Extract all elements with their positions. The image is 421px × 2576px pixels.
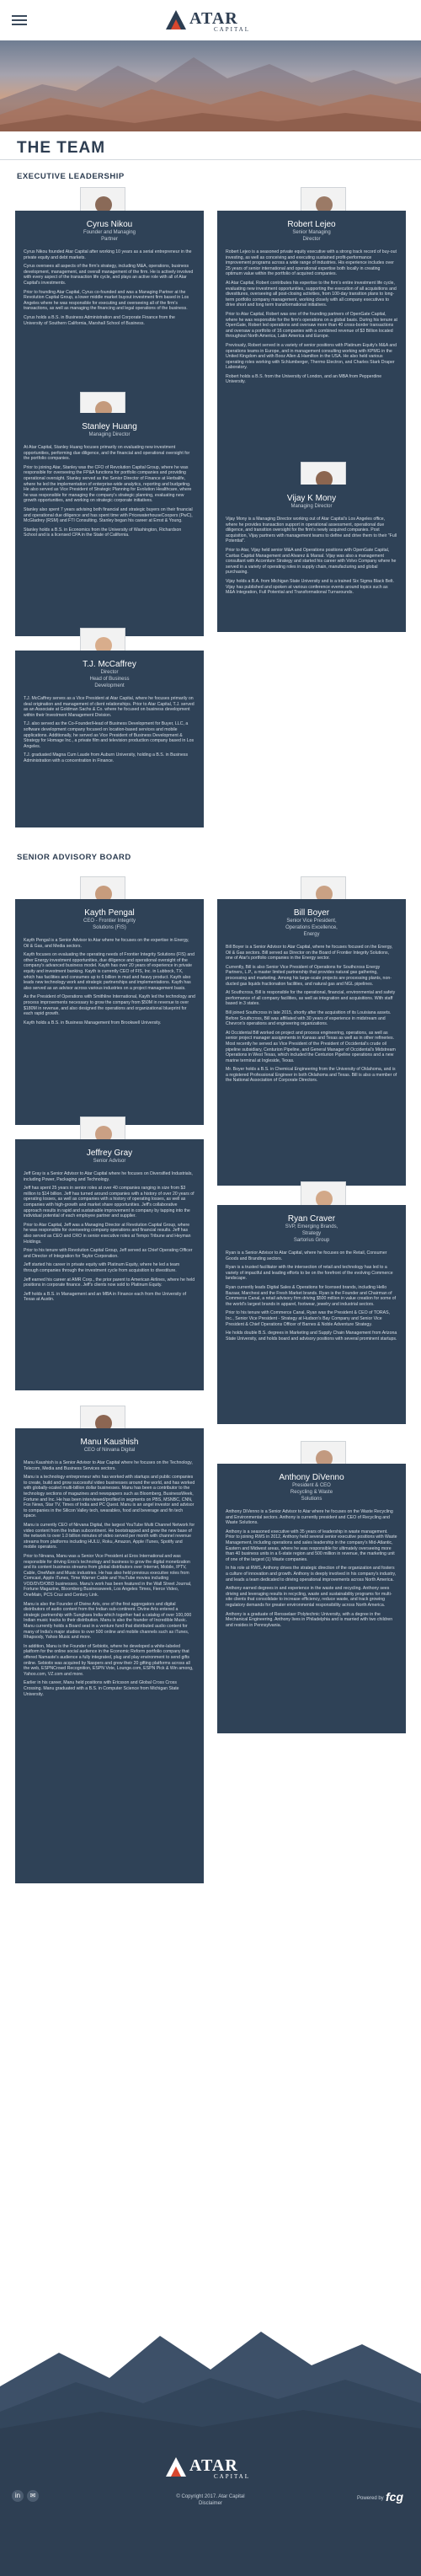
bio-paragraph: Jeff holds a B.S. in Management and an MBA in Finance each from the University of Texas at Austin. xyxy=(24,1291,187,1303)
section-title-executive: EXECUTIVE LEADERSHIP xyxy=(17,172,125,181)
person-role-line: Partner xyxy=(101,237,118,242)
bio-paragraph: In his role at RWS, Anthony drives the strategic direction of the organization and fosters a culture of innovation and growth. Anthony is deeply involved in his company's industry, and leads a team dedicated to driving operational improvements across North America. xyxy=(226,1566,397,1583)
bio-paragraph: Jeff Gray is a Senior Advisor to Atar Capital where he focuses on Diversified Industrials, including Power, Packaging and Technology. xyxy=(24,1171,193,1182)
card-robert-lejeo xyxy=(217,211,406,489)
bio-paragraph: Prior to Atar, Vijay held senior M&A and Operations positions with OpenGate Capital, Caritas Capital Management and Alvarez & Marsal. Vijay was also a management consultant with Accenture Strategy and started his career with Volvo Company where he served in a variety of operating roles in supply chain, manufacturing and global purchasing. xyxy=(226,547,397,576)
card-stanley-huang xyxy=(15,413,204,636)
bio-paragraph: At Southcross, Bill is responsible for the operational, financial, environmental and safety performance of all company facilities, as well as integration and acquisitions. With staff based in 3 states. xyxy=(226,990,396,1007)
person-name: Robert Lejeo xyxy=(287,220,336,229)
bio-paragraph: Anthony earned degrees in and experience in the waste and recycling. Anthony sees driving and leveraging results in recycling, waste and sustainability programs for multi-site clients that consolidate to increase efficiency, reduce waste, and track growing regulatory demands for greater environmental responsibility across North America. xyxy=(226,1586,392,1608)
person-role-line: Director xyxy=(100,670,119,675)
bio-paragraph: Bill joined Southcross in late 2015, shortly after the acquisition of its Louisiana assets. Before Southcross, Bill was affiliated with 30 years of experience in midstream and Chevron's operations and engineering organizations. xyxy=(226,1010,392,1027)
bio-paragraph: Manu is currently CEO of Nirvana Digital, the largest YouTube Multi Channel Network for video content from the Indian subcontinent. He bootstrapped and grew the new base of the network to over 1.0 billion minutes of video served per month with channel revenue streams from platforms including HULU, Roku, Amazon, Apple iTunes, Spotify and mobile operators. xyxy=(24,1522,195,1550)
person-name: T.J. McCaffrey xyxy=(83,660,136,669)
bio-paragraph: Prior to joining Atar, Stanley was the CFO of Revolution Capital Group, where he was responsible for overseeing the FP&A functions for portfolio companies and providing operational oversight. Stanley served as the Senior Director of Finance at Herbalife, where he led the implementation of enterprise-wide analytics, reporting and budgeting. He also served as Vice President of Strategic Planning for Evolution Healthcare, where he was responsible for managing the company's strategic planning, evaluating new growth opportunities, and working on strategic corporate initiatives. xyxy=(24,464,192,504)
copyright-label: © Copyright 2017. Atar Capital xyxy=(176,2494,245,2499)
bio-paragraph: Robert Lejeo is a seasoned private equity executive with a strong track record of buy-out investing, as well as conceiving and executing sustained profit-performance improvement programs across a wide range of industries. His experience includes over 25 years of senior international and operational expertise both locally in creating optimum value within the portfolio of acquired companies. xyxy=(226,249,397,277)
bio-paragraph: Prior to Nirvana, Manu was a Senior Vice President at Eros International and was responsible for driving Eros's technology and business to grow the digital monetization and its content business streams from global distributors over Internet, Mobile, IPTV, Cable, OneMain and Music industries. He has also held previous executive roles from Comcast, Apple iTunes, Time Warner Cable and YouTube movies including VOD/DVD/OBD businesses. Manu's work has been featured in the Wall Street Journal, Fortune Magazine, Bloomberg Businessweek, Los Angeles Times, Fierce Video, OneMain, PCS Cruz and Century Link. xyxy=(24,1553,192,1599)
bio-paragraph: T.J. also served as the Co-Founder/Head of Business Development for Buyer, LLC, a software development company focused on location-based services and mobile applications. Additionally, he served as Vice President of Business Development & Strategy for Homage Inc., a private film and television production company based in Los Angeles. xyxy=(24,721,195,749)
person-name: Kayth Pengal xyxy=(84,908,135,918)
bio-paragraph: Stanley holds a B.S. in Economics from the University of Washington, Richardson School and is a licensed CPA in the State of California. xyxy=(24,527,182,538)
bio-paragraph: Earlier in his career, Manu held positions with Ericsson and Global Cross Cross Crossing. Manu graduated with a B.S. in Computer Science from Michigan State University. xyxy=(24,1680,179,1697)
bio-paragraph: Manu is also the Founder of Divine Arts, one of the first aggregators and digital distributors of audio content from the Indian sub-continent. Divine Arts entered a strategic partnership with Sungkara India which together had a catalog of over 100,000 Indian music tracks to their distribution. Manu is also the founder of Incredible Music. Manu currently holds a Board seat in a venture fund that distributed audio content for many of India's major studios to over 500 online and mobile channels such as iTunes, Rhapsody, Yahoo Music and more. xyxy=(24,1601,192,1641)
bio-paragraph: Prior to his tenure with Commerce Canal, Ryan was the President & CEO of TORAS, Inc., Senior Vice President - Strategy at Hudson's Bay Company and Senior Vice President & Chief Operations Officer of Barnes & Noble Adventure Strategy. xyxy=(226,1310,390,1327)
bio-paragraph: Kayth Pengal is a Senior Advisor to Atar where he focuses on the expertise in Energy, Oil & Gas, and Media sectors. xyxy=(24,938,189,949)
bio-paragraph: Kayth focuses on evaluating the operating needs of Frontier Integrity Solutions (FIS) and other Energy investment opportunities, due diligence and operational oversight of the company's advanced business model. Kayth has over 20 years of experience in private equity and investment banking. Kayth is currently CEO of FIS, Inc. in Lubbock, TX, which has facilities and consumes up to 6 billion in mud and heavy product. Kayth also leads new technology work and strategic partnerships and implementations. Kayth has also served as an advisor across various industries on a project management basis. xyxy=(24,952,195,991)
person-role-line: Senior Managing xyxy=(292,230,331,235)
person-role-line: President & CEO xyxy=(292,1483,331,1488)
bio-paragraph: Anthony is a seasoned executive with 35 years of leadership in waste management. Prior to joining RWS in 2012, Anthony held several senior executive positions with Waste Management, including operations and sales leadership in the company's Mid-Atlantic, Eastern and Midwest areas, where he was responsible for ultimately overseeing more than 40 business units in a 6-state region and 500 million in revenue, the marketing unit of one of the largest (1) Waste companies. xyxy=(226,1529,397,1562)
person-name: Ryan Craver xyxy=(287,1214,336,1224)
bio-paragraph: Manu is a technology entrepreneur who has worked with startups and public companies to create, build and grow successful video businesses around the world, and has worked with globally-scaled multi-billion dollar businesses. Manu has been a contributor to the technology sections of magazines and newspapers such as Bloomberg, BusinessWeek, Fortune and Inc. He has been interviewed/profiled in segments on PBS, MSNBC, CNN, Fox News, Star TV, Times of India and PC Quest. Manu is an angel investor and advisor to companies in the Silicon Valley tech, wearables, food and beverage and fin tech space. xyxy=(24,1475,195,1519)
person-name: Anthony DiVenno xyxy=(279,1473,344,1482)
bio-paragraph: Manu Kaushish is a Senior Advisor to Atar Capital where he focuses on the Technology, Telecom, Media and Business Services sectors. xyxy=(24,1460,193,1471)
person-role-line: Head of Business xyxy=(89,677,130,682)
person-role-line: Founder and Managing xyxy=(83,230,136,235)
person-role-line: Strategy xyxy=(301,1231,322,1236)
footer-logo[interactable] xyxy=(165,2454,258,2482)
site-footer xyxy=(0,2285,421,2576)
bio-paragraph: Jeff has spent 25 years in senior roles at over 40 companies ranging in size from $3 million to $14 billion. Jeff has turned around companies with a history of over 20 years of operating losses, as well as companies with a history of operating losses, as well as companies with high-growth and market share opportunities. Jeff's collaborative approach results in rapid and sustainable improvement in company by tapping into the individual potential of each employee partner and supplier. xyxy=(24,1186,195,1219)
bio-paragraph: Anthony DiVenno is a Senior Advisor to Atar where he focuses on the Waste Recycling and Environmental sectors. Anthony is currently president and CEO of Recycling and Waste Solutions. xyxy=(226,1509,393,1526)
bio-paragraph: Prior to founding Atar Capital, Cyrus co-founded and was a Managing Partner at the Revolution Capital Group, a lower middle market buyout investment firm based in Los Angeles where he was responsible for executing and overseeing all of the firm's transactions, as well as managing the financing and legal operations of the business. xyxy=(24,289,189,312)
bio-paragraph: Currently, Bill is also Senior Vice President of Operations for Southcross Energy Partners, L.P., a master limited partnership that provides natural gas gathering, processing and marketing. Among his large-scale projects are processing plants, non-ducted gas liquids fractionation facilities, and natural gas and NGL pipelines. xyxy=(226,964,392,987)
bio-paragraph: At Occidental Bill worked on project and process engineering, operations, as well as senior project manager assignments in Kansas and Texas as well as in other refineries. Most recently he served as Vice President of the President of Occidental's crude oil pipeline subsidiary, Centurion Pipeline, and General Manager of Occidental's Midstream Operations in West Texas, which included the Centurion Pipeline operations and a new marine terminal at Ingleside, Texas. xyxy=(226,1030,396,1063)
bio-paragraph: Ryan currently leads Digital Sales & Operations for licensed brands, including Hello Bazaar, Marchesi and the Fresh Market brands. Ryan is the Founder and Chairman of Commerce Canal, a retail advisory firm driving $500 million in value creation for some of the world's largest brands in apparel, footwear, jewelry and industrial sectors. xyxy=(226,1284,397,1307)
person-role-line: Senior Vice President, xyxy=(286,918,337,924)
footer-mountain-graphic xyxy=(0,2285,421,2445)
bio-paragraph: At Atar Capital, Stanley Huang focuses primarily on evaluating new investment opportunities, performing due diligence, and the financial and operational oversight for the portfolio companies. xyxy=(24,445,190,462)
mountain-logo-icon xyxy=(165,8,187,30)
bio-paragraph: In addition, Manu is the Founder of Sebiotix, where he developed a white-labeled platform for the online social audience in the Economic Reform portfolio company that offered Namaste's audience a fully integrated, plug and play environment to send gifts online. Sebiotix was acquired by Naspers and grew their 20 gifting platforms across all the web, ESPNCrowd Recognition, ESPN Vote, Lounge.com, ESPN Pick & Win among, Yahoo.com, VZ.com and more. xyxy=(24,1643,194,1677)
person-role-line: Energy xyxy=(303,932,320,937)
bio-paragraph: T.J. graduated Magna Cum Laude from Auburn University, holding a B.S. in Business Administration with a concentration in Finance. xyxy=(24,752,189,763)
person-role-line: Development xyxy=(94,683,125,688)
disclaimer-link[interactable]: Disclaimer xyxy=(198,2501,222,2506)
bio-paragraph: Cyrus Nikou founded Atar Capital after working 10 years as a serial entrepreneur in the private equity and debt markets. xyxy=(24,249,192,260)
logo-tagline: CAPITAL xyxy=(214,2473,250,2480)
bio-paragraph: Prior to his tenure with Revolution Capital Group, Jeff served as Chief Operating Officer and Director of Integration for Taylor Corporation. xyxy=(24,1248,193,1259)
person-name: Vijay K Mony xyxy=(286,494,337,503)
person-role-line: CEO of Nirvana Digital xyxy=(83,1448,136,1453)
bio-paragraph: Ryan is a Senior Advisor to Atar Capital, where he focuses on the Retail, Consumer Goods and Branding sectors. xyxy=(226,1251,387,1261)
bio-paragraph: Prior to Atar Capital, Jeff was a Managing Director at Revolution Capital Group, where he was responsible for overseeing company operations and financial results. Jeff has also served as CEO and CRO in senior executive roles at Tempo Tribune and Heyman Holdings. xyxy=(24,1222,191,1245)
menu-icon[interactable] xyxy=(12,15,27,25)
mail-icon[interactable]: ✉ xyxy=(27,2490,39,2502)
bio-paragraph: Mr. Boyer holds a B.S. in Chemical Engineering from the University of Oklahoma, and is a registered Professional Engineer in both Oklahoma and Texas. Bill is also a member of the National Association of Corporate Directors. xyxy=(226,1067,397,1084)
bio-paragraph: Kayth holds a B.S. in Business Management from Brookwell University. xyxy=(24,1020,162,1026)
bio-paragraph: T.J. McCaffrey serves as a Vice President at Atar Capital, where he focuses primarily on deal origination and management of client relationships. Prior to Atar Capital, T.J. served as an Associate at Goldman Sachs & Co. where he focused on business development within their Investment Management Division. xyxy=(24,696,195,718)
bio-paragraph: Vijay holds a B.A. from Michigan State University and is a trained Six Sigma Black Belt. Vijay has published and spoken at various conference events around topics such as M&A Integration, Full Potential and Transformational Turnarounds. xyxy=(226,578,394,596)
person-role-line: Solutions xyxy=(301,1497,322,1502)
atar-capital-logo[interactable] xyxy=(165,7,258,35)
person-name: Bill Boyer xyxy=(293,908,330,918)
bio-paragraph: Vijay Mony is a Managing Director working out of Atar Capital's Los Angeles office, where he provides transaction support in operational assessment, operational due diligence, and transition oversight for the firm's newly acquired companies. Post acquisition, Vijay partners with management teams to define and drive them to their "Full Potential". xyxy=(226,517,397,544)
card-anthony-divenno xyxy=(217,1464,406,1733)
linkedin-icon[interactable]: in xyxy=(12,2490,24,2502)
person-role-line: SVP, Emerging Brands, xyxy=(285,1224,338,1229)
bio-paragraph: Jeff earned his career at AMR Corp., the prior parent to American Airlines, where he held positions in corporate finance. Jeff's clients now sold to Platinum Equity. xyxy=(24,1277,195,1288)
card-vijay-mony xyxy=(217,485,406,632)
logo-tagline: CAPITAL xyxy=(214,26,250,33)
bio-paragraph: Robert holds a B.S. from the University of London, and an MBA from Pepperdine University. xyxy=(226,373,382,385)
logo-wordmark: ATAR xyxy=(189,9,238,28)
bio-paragraph: He holds double B.S. degrees in Marketing and Supply Chain Management from Arizona State University, and holds board and advisory positions with several prominent startups. xyxy=(226,1331,397,1342)
bio-paragraph: Cyrus oversees all aspects of the firm's strategy, including M&A, operations, business development, management, and overall management of the firm. He is actively involved with every aspect of the transaction life cycle, and plays an active role with all of Atar Capital's investments. xyxy=(24,264,194,286)
person-role-line: Recycling & Waste xyxy=(290,1490,333,1495)
person-role-line: Operations Excellence, xyxy=(285,925,338,930)
person-role-line: Director xyxy=(302,237,321,242)
card-jeffrey-gray xyxy=(15,1139,204,1390)
person-name: Cyrus Nikou xyxy=(86,220,133,229)
page-title: THE TEAM xyxy=(17,139,106,157)
bio-paragraph: Jeff started his career in private equity with Platinum Equity, where he led a team through companies through the investment cycle from acquisition to divestiture. xyxy=(24,1262,180,1273)
fcg-logo[interactable]: fcg xyxy=(386,2490,403,2504)
site-header xyxy=(0,0,421,40)
hero-mountain-banner xyxy=(0,40,421,131)
person-name: Stanley Huang xyxy=(82,422,137,431)
bio-paragraph: Bill Boyer is a Senior Advisor to Atar Capital, where he focuses focused on the Energy, Oil & Gas sectors. Bill served as Director on the Board of Frontier Integrity Solutions, one of Atar's portfolio companies in the Energy sector. xyxy=(226,945,393,961)
title-divider xyxy=(0,159,421,160)
bio-paragraph: Cyrus holds a B.S. in Business Administration and Corporate Finance from the University of Southern California, Marshall School of Business. xyxy=(24,314,175,326)
person-role-line: Senior Advisor xyxy=(93,1159,126,1164)
person-role-line: Solutions (FIS) xyxy=(93,925,126,930)
card-bill-boyer xyxy=(217,899,406,1186)
person-role-line: Sartorius Group xyxy=(293,1238,330,1243)
card-manu-kaushish xyxy=(15,1428,204,1883)
person-role-line: Managing Director xyxy=(88,432,131,437)
powered-by-label: Powered by xyxy=(357,2496,384,2501)
bio-paragraph: Stanley also spent 7 years advising both financial and strategic buyers on their financial and operational due diligence and has spent time with PricewaterhouseCoopers (PwC), McGladrey (RSM) and FTI Consulting. Stanley began his career at Ernst & Young. xyxy=(24,506,193,524)
card-tj-mccaffrey xyxy=(15,651,204,827)
card-kayth-pengal xyxy=(15,899,204,1125)
logo-wordmark: ATAR xyxy=(189,2456,238,2475)
bio-paragraph: At Atar Capital, Robert contributes his expertise to the firm's entire investment life cycle, evaluating new investment opportunities, supporting the execution of all acquisitions and divestitures, overseeing all post-closing activities, from 100-day transition plans to long-term portfolio company management, working closely with all company executives to drive short and long term transformational initiatives. xyxy=(226,280,397,308)
bio-paragraph: Ryan is a trusted facilitator with the intersection of retail and technology has led to a variety of impactful and leading efforts to be on the forefront of the evolving Commerce landscape. xyxy=(226,1265,393,1282)
bio-paragraph: Prior to Atar Capital, Robert was one of the founding partners of OpenGate Capital, where he was responsible for the firm's operations on a global basis. During his tenure at OpenGate, Robert led operations and oversaw more than 40 cross-border transactions and oversaw a portfolio of 16 companies with a combined revenue of $3 Billion located throughout North America, Latin America and Europe. xyxy=(226,311,397,340)
bio-paragraph: As the President of Operations with Smithline International, Kayth led the technology and process improvements necessary to grow the company from $50M in revenue to over $180M in revenue, and also designed the operations and organizational blueprint for each rapid growth. xyxy=(24,994,195,1017)
bio-paragraph: Anthony is a graduate of Rensselaer Polytechnic University, with a degree in the Mechanical Engineering. Anthony lives in Philadelphia and is married with two children and resides in Pennsylvania. xyxy=(226,1611,393,1628)
mountain-logo-icon xyxy=(165,2456,187,2477)
bio-paragraph: Previously, Robert served in a variety of senior positions with Platinum Equity's M&A and operations teams in Europe, and in management consulting working with KPMG in the United Kingdom and with Booz Allen & Hamilton in the USA. He also held various operating roles working with Schlumberger, Thermo Electron, and Charles Stark Draper Laboratory. xyxy=(226,342,397,371)
person-name: Manu Kaushish xyxy=(80,1438,139,1447)
person-role-line: Managing Director xyxy=(290,504,333,509)
section-title-advisory: SENIOR ADVISORY BOARD xyxy=(17,853,131,862)
person-role-line: CEO - Frontier Integrity xyxy=(83,918,136,924)
person-name: Jeffrey Gray xyxy=(86,1149,133,1158)
card-ryan-craver xyxy=(217,1205,406,1424)
